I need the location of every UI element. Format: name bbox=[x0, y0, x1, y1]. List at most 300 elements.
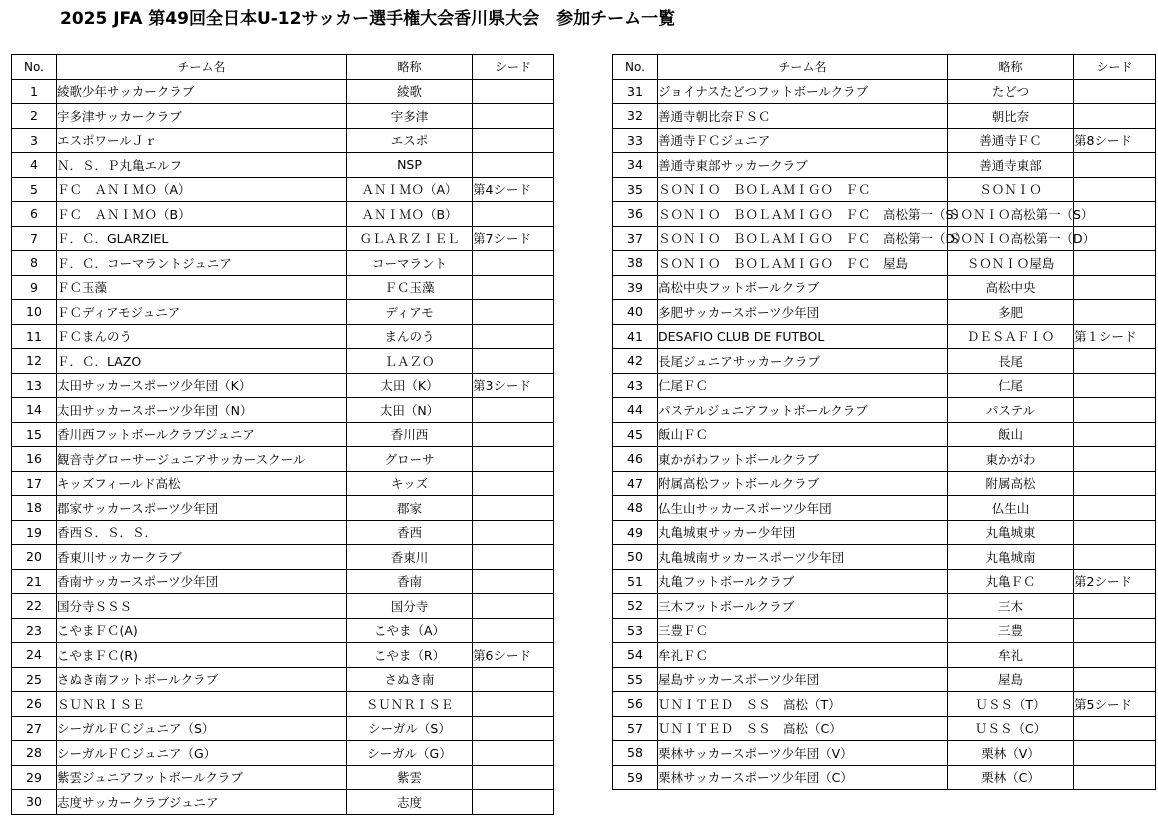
team-name: ＦＣ玉藻 bbox=[57, 275, 347, 300]
team-abbreviation: ＵＳＳ（T） bbox=[948, 692, 1074, 717]
team-seed bbox=[1074, 447, 1156, 472]
team-abbreviation: ＳＵＮＲＩＳＥ bbox=[347, 692, 473, 717]
team-abbreviation: 香南 bbox=[347, 569, 473, 594]
team-abbreviation: キッズ bbox=[347, 471, 473, 496]
team-abbreviation: 綾歌 bbox=[347, 79, 473, 104]
team-seed bbox=[473, 545, 554, 570]
team-name: 牟礼ＦＣ bbox=[658, 643, 948, 668]
team-abbreviation: 栗林（C） bbox=[948, 765, 1074, 790]
table-row bbox=[12, 324, 554, 349]
header-team-name: チーム名 bbox=[57, 55, 347, 80]
team-name: ＳＯＮＩＯ ＢＯＬＡＭＩＧＯ ＦＣ 高松第一（S） bbox=[658, 202, 948, 227]
team-number: 21 bbox=[12, 569, 57, 594]
team-seed bbox=[473, 520, 554, 545]
team-number: 54 bbox=[613, 643, 658, 668]
team-name: Ｆ．Ｃ．コーマラントジュニア bbox=[57, 251, 347, 276]
team-abbreviation: 丸亀城南 bbox=[948, 545, 1074, 570]
table-row bbox=[613, 569, 1156, 594]
team-seed bbox=[473, 471, 554, 496]
team-name: Ｆ．Ｃ．LAZO bbox=[57, 349, 347, 374]
table-row bbox=[613, 765, 1156, 790]
team-abbreviation: グローサ bbox=[347, 447, 473, 472]
team-seed: 第6シード bbox=[473, 643, 554, 668]
team-name: 太田サッカースポーツ少年団（N） bbox=[57, 398, 347, 423]
team-seed bbox=[1074, 594, 1156, 619]
table-row bbox=[12, 618, 554, 643]
team-seed bbox=[1074, 520, 1156, 545]
header-no: No. bbox=[613, 55, 658, 80]
team-name: ジョイナスたどつフットボールクラブ bbox=[658, 79, 948, 104]
team-abbreviation: 屋島 bbox=[948, 667, 1074, 692]
team-abbreviation: コーマラント bbox=[347, 251, 473, 276]
team-abbreviation: 飯山 bbox=[948, 422, 1074, 447]
header-team-name: チーム名 bbox=[658, 55, 948, 80]
team-seed bbox=[473, 79, 554, 104]
table-row bbox=[613, 692, 1156, 717]
table-row bbox=[12, 520, 554, 545]
table-row bbox=[12, 153, 554, 178]
team-abbreviation: 多肥 bbox=[948, 300, 1074, 325]
team-abbreviation: エスポ bbox=[347, 128, 473, 153]
team-seed bbox=[473, 251, 554, 276]
team-number: 6 bbox=[12, 202, 57, 227]
table-row bbox=[613, 422, 1156, 447]
team-name: 飯山ＦＣ bbox=[658, 422, 948, 447]
table-row bbox=[613, 398, 1156, 423]
team-name: ＦＣまんのう bbox=[57, 324, 347, 349]
team-seed bbox=[473, 202, 554, 227]
team-seed bbox=[1074, 398, 1156, 423]
team-name: 附属高松フットボールクラブ bbox=[658, 471, 948, 496]
table-row bbox=[12, 447, 554, 472]
team-seed: 第5シード bbox=[1074, 692, 1156, 717]
team-abbreviation: 香東川 bbox=[347, 545, 473, 570]
team-name: 善通寺ＦＣジュニア bbox=[658, 128, 948, 153]
team-name: 東かがわフットボールクラブ bbox=[658, 447, 948, 472]
team-seed bbox=[473, 496, 554, 521]
table-row bbox=[12, 790, 554, 815]
table-row bbox=[613, 741, 1156, 766]
team-abbreviation: 高松中央 bbox=[948, 275, 1074, 300]
team-seed bbox=[1074, 765, 1156, 790]
team-seed bbox=[1074, 275, 1156, 300]
table-row bbox=[613, 275, 1156, 300]
team-name: ＳＯＮＩＯ ＢＯＬＡＭＩＧＯ ＦＣ bbox=[658, 177, 948, 202]
table-row bbox=[613, 177, 1156, 202]
team-number: 38 bbox=[613, 251, 658, 276]
team-number: 29 bbox=[12, 765, 57, 790]
team-name: 志度サッカークラブジュニア bbox=[57, 790, 347, 815]
team-abbreviation: NSP bbox=[347, 153, 473, 178]
table-row bbox=[12, 422, 554, 447]
team-number: 19 bbox=[12, 520, 57, 545]
team-name: Ｆ．Ｃ．GLARZIEL bbox=[57, 226, 347, 251]
team-number: 57 bbox=[613, 716, 658, 741]
team-number: 47 bbox=[613, 471, 658, 496]
team-name: こやまＦＣ(A) bbox=[57, 618, 347, 643]
team-abbreviation: ＬＡＺＯ bbox=[347, 349, 473, 374]
table-row bbox=[12, 251, 554, 276]
team-number: 9 bbox=[12, 275, 57, 300]
team-abbreviation: 丸亀城東 bbox=[948, 520, 1074, 545]
team-name: ＳＯＮＩＯ ＢＯＬＡＭＩＧＯ ＦＣ 高松第一（D） bbox=[658, 226, 948, 251]
table-row bbox=[12, 692, 554, 717]
table-row bbox=[613, 324, 1156, 349]
team-abbreviation: ＡＮＩＭＯ（B） bbox=[347, 202, 473, 227]
table-row bbox=[12, 104, 554, 129]
team-name: DESAFIO CLUB DE FUTBOL bbox=[658, 324, 948, 349]
team-name: ＳＵＮＲＩＳＥ bbox=[57, 692, 347, 717]
team-name: ＦＣ ＡＮＩＭＯ（A） bbox=[57, 177, 347, 202]
team-seed bbox=[1074, 153, 1156, 178]
team-number: 30 bbox=[12, 790, 57, 815]
team-seed bbox=[1074, 496, 1156, 521]
team-seed bbox=[473, 618, 554, 643]
team-name: パステルジュニアフットボールクラブ bbox=[658, 398, 948, 423]
header-abbreviation: 略称 bbox=[948, 55, 1074, 80]
team-seed bbox=[1074, 349, 1156, 374]
team-number: 46 bbox=[613, 447, 658, 472]
team-number: 37 bbox=[613, 226, 658, 251]
team-seed bbox=[473, 667, 554, 692]
team-abbreviation: 太田（N） bbox=[347, 398, 473, 423]
team-name: ＵＮＩＴＥＤ ＳＳ 高松（T） bbox=[658, 692, 948, 717]
team-name: 郡家サッカースポーツ少年団 bbox=[57, 496, 347, 521]
table-row bbox=[613, 643, 1156, 668]
table-row bbox=[12, 667, 554, 692]
team-number: 58 bbox=[613, 741, 658, 766]
team-seed: 第4シード bbox=[473, 177, 554, 202]
team-seed bbox=[473, 398, 554, 423]
team-abbreviation: 太田（K） bbox=[347, 373, 473, 398]
team-number: 42 bbox=[613, 349, 658, 374]
team-name: 観音寺グローサージュニアサッカースクール bbox=[57, 447, 347, 472]
team-seed bbox=[1074, 643, 1156, 668]
table-row bbox=[12, 741, 554, 766]
team-seed bbox=[473, 569, 554, 594]
team-abbreviation: 牟礼 bbox=[948, 643, 1074, 668]
table-row bbox=[12, 300, 554, 325]
team-number: 2 bbox=[12, 104, 57, 129]
team-seed bbox=[473, 692, 554, 717]
team-seed: 第3シード bbox=[473, 373, 554, 398]
team-number: 18 bbox=[12, 496, 57, 521]
team-name: 紫雲ジュニアフットボールクラブ bbox=[57, 765, 347, 790]
table-row bbox=[12, 569, 554, 594]
header-no: No. bbox=[12, 55, 57, 80]
table-row bbox=[613, 496, 1156, 521]
team-number: 24 bbox=[12, 643, 57, 668]
team-abbreviation: ＡＮＩＭＯ（A） bbox=[347, 177, 473, 202]
team-number: 17 bbox=[12, 471, 57, 496]
team-number: 4 bbox=[12, 153, 57, 178]
team-name: 三木フットボールクラブ bbox=[658, 594, 948, 619]
team-seed bbox=[1074, 741, 1156, 766]
team-name: 三豊ＦＣ bbox=[658, 618, 948, 643]
team-name: Ｎ．Ｓ．Ｐ丸亀エルフ bbox=[57, 153, 347, 178]
team-abbreviation: 附属高松 bbox=[948, 471, 1074, 496]
team-seed bbox=[473, 349, 554, 374]
team-number: 41 bbox=[613, 324, 658, 349]
table-row bbox=[12, 643, 554, 668]
table-row bbox=[12, 177, 554, 202]
team-seed bbox=[473, 790, 554, 815]
team-name: 丸亀フットボールクラブ bbox=[658, 569, 948, 594]
table-row bbox=[12, 275, 554, 300]
team-number: 20 bbox=[12, 545, 57, 570]
team-abbreviation: 丸亀ＦＣ bbox=[948, 569, 1074, 594]
team-number: 56 bbox=[613, 692, 658, 717]
team-number: 36 bbox=[613, 202, 658, 227]
team-number: 45 bbox=[613, 422, 658, 447]
team-abbreviation: 善通寺ＦＣ bbox=[948, 128, 1074, 153]
team-number: 27 bbox=[12, 716, 57, 741]
team-abbreviation: ディアモ bbox=[347, 300, 473, 325]
team-number: 34 bbox=[613, 153, 658, 178]
team-abbreviation: 郡家 bbox=[347, 496, 473, 521]
team-number: 1 bbox=[12, 79, 57, 104]
table-row bbox=[613, 520, 1156, 545]
table-row bbox=[12, 716, 554, 741]
team-abbreviation: ＦＣ玉藻 bbox=[347, 275, 473, 300]
table-row bbox=[12, 79, 554, 104]
team-seed bbox=[1074, 471, 1156, 496]
team-seed bbox=[1074, 618, 1156, 643]
team-number: 55 bbox=[613, 667, 658, 692]
team-seed bbox=[473, 716, 554, 741]
team-abbreviation: ＵＳＳ（C） bbox=[948, 716, 1074, 741]
team-number: 53 bbox=[613, 618, 658, 643]
table-row bbox=[613, 251, 1156, 276]
team-number: 13 bbox=[12, 373, 57, 398]
header-abbreviation: 略称 bbox=[347, 55, 473, 80]
table-row bbox=[12, 202, 554, 227]
team-seed bbox=[1074, 716, 1156, 741]
team-name: 仁尾ＦＣ bbox=[658, 373, 948, 398]
team-seed: 第8シード bbox=[1074, 128, 1156, 153]
team-seed bbox=[1074, 422, 1156, 447]
team-number: 33 bbox=[613, 128, 658, 153]
table-row bbox=[12, 471, 554, 496]
team-number: 26 bbox=[12, 692, 57, 717]
team-number: 40 bbox=[613, 300, 658, 325]
team-name: ＳＯＮＩＯ ＢＯＬＡＭＩＧＯ ＦＣ 屋島 bbox=[658, 251, 948, 276]
team-name: 栗林サッカースポーツ少年団（C） bbox=[658, 765, 948, 790]
table-row bbox=[613, 202, 1156, 227]
table-row bbox=[613, 226, 1156, 251]
team-abbreviation: 栗林（V） bbox=[948, 741, 1074, 766]
table-row bbox=[12, 594, 554, 619]
table-row bbox=[12, 128, 554, 153]
team-abbreviation: ＳＯＮＩＯ bbox=[948, 177, 1074, 202]
team-abbreviation: 仏生山 bbox=[948, 496, 1074, 521]
team-number: 10 bbox=[12, 300, 57, 325]
team-seed: 第2シード bbox=[1074, 569, 1156, 594]
team-name: 栗林サッカースポーツ少年団（V） bbox=[658, 741, 948, 766]
table-row bbox=[613, 349, 1156, 374]
team-number: 7 bbox=[12, 226, 57, 251]
team-name: 綾歌少年サッカークラブ bbox=[57, 79, 347, 104]
team-name: 宇多津サッカークラブ bbox=[57, 104, 347, 129]
team-abbreviation: パステル bbox=[948, 398, 1074, 423]
team-seed bbox=[473, 422, 554, 447]
team-abbreviation: 善通寺東部 bbox=[948, 153, 1074, 178]
team-seed bbox=[473, 128, 554, 153]
team-seed bbox=[473, 594, 554, 619]
table-row bbox=[12, 496, 554, 521]
team-name: 屋島サッカースポーツ少年団 bbox=[658, 667, 948, 692]
table-row bbox=[613, 153, 1156, 178]
team-abbreviation: こやま（R） bbox=[347, 643, 473, 668]
team-number: 49 bbox=[613, 520, 658, 545]
table-row bbox=[12, 226, 554, 251]
team-number: 50 bbox=[613, 545, 658, 570]
team-seed bbox=[1074, 104, 1156, 129]
team-seed bbox=[473, 765, 554, 790]
team-table-right bbox=[612, 54, 1156, 790]
table-row bbox=[613, 618, 1156, 643]
team-name: ＦＣ ＡＮＩＭＯ（B） bbox=[57, 202, 347, 227]
team-number: 32 bbox=[613, 104, 658, 129]
team-number: 52 bbox=[613, 594, 658, 619]
table-row bbox=[12, 398, 554, 423]
team-name: ＵＮＩＴＥＤ ＳＳ 高松（C） bbox=[658, 716, 948, 741]
team-abbreviation: ＤＥＳＡＦＩＯ bbox=[948, 324, 1074, 349]
team-number: 28 bbox=[12, 741, 57, 766]
team-abbreviation: こやま（A） bbox=[347, 618, 473, 643]
team-seed bbox=[1074, 545, 1156, 570]
team-seed bbox=[473, 300, 554, 325]
team-seed bbox=[473, 275, 554, 300]
team-seed: 第１シード bbox=[1074, 324, 1156, 349]
team-name: 長尾ジュニアサッカークラブ bbox=[658, 349, 948, 374]
table-row bbox=[613, 594, 1156, 619]
table-row bbox=[613, 373, 1156, 398]
team-abbreviation: シーガル（S） bbox=[347, 716, 473, 741]
table-row bbox=[12, 765, 554, 790]
team-number: 16 bbox=[12, 447, 57, 472]
header-seed: シード bbox=[473, 55, 554, 80]
team-number: 3 bbox=[12, 128, 57, 153]
team-seed: 第7シード bbox=[473, 226, 554, 251]
team-name: 香東川サッカークラブ bbox=[57, 545, 347, 570]
team-seed bbox=[1074, 251, 1156, 276]
team-seed bbox=[473, 741, 554, 766]
table-row bbox=[613, 545, 1156, 570]
team-abbreviation: 三木 bbox=[948, 594, 1074, 619]
team-abbreviation: たどつ bbox=[948, 79, 1074, 104]
team-number: 22 bbox=[12, 594, 57, 619]
team-number: 23 bbox=[12, 618, 57, 643]
team-name: 善通寺東部サッカークラブ bbox=[658, 153, 948, 178]
team-number: 14 bbox=[12, 398, 57, 423]
team-abbreviation: ＳＯＮＩＯ高松第一（S） bbox=[948, 202, 1074, 227]
team-number: 59 bbox=[613, 765, 658, 790]
team-name: 善通寺朝比奈ＦＳＣ bbox=[658, 104, 948, 129]
team-name: 仏生山サッカースポーツ少年団 bbox=[658, 496, 948, 521]
team-name: シーガルＦＣジュニア（S） bbox=[57, 716, 347, 741]
team-number: 12 bbox=[12, 349, 57, 374]
table-row bbox=[613, 716, 1156, 741]
team-number: 48 bbox=[613, 496, 658, 521]
header-seed: シード bbox=[1074, 55, 1156, 80]
team-name: 丸亀城東サッカー少年団 bbox=[658, 520, 948, 545]
team-abbreviation: ＳＯＮＩＯ高松第一（D） bbox=[948, 226, 1074, 251]
team-seed bbox=[473, 153, 554, 178]
team-number: 5 bbox=[12, 177, 57, 202]
team-abbreviation: 朝比奈 bbox=[948, 104, 1074, 129]
table-row bbox=[613, 447, 1156, 472]
team-abbreviation: ＳＯＮＩＯ屋島 bbox=[948, 251, 1074, 276]
table-row bbox=[613, 300, 1156, 325]
table-row bbox=[613, 104, 1156, 129]
team-name: さぬき南フットボールクラブ bbox=[57, 667, 347, 692]
team-name: シーガルＦＣジュニア（G） bbox=[57, 741, 347, 766]
team-abbreviation: 宇多津 bbox=[347, 104, 473, 129]
team-table-left bbox=[11, 54, 554, 815]
team-abbreviation: 仁尾 bbox=[948, 373, 1074, 398]
team-name: キッズフィールド高松 bbox=[57, 471, 347, 496]
team-seed bbox=[1074, 373, 1156, 398]
team-number: 43 bbox=[613, 373, 658, 398]
table-row bbox=[12, 373, 554, 398]
team-name: 太田サッカースポーツ少年団（K） bbox=[57, 373, 347, 398]
team-name: こやまＦＣ(R) bbox=[57, 643, 347, 668]
team-name: 高松中央フットボールクラブ bbox=[658, 275, 948, 300]
team-seed bbox=[473, 447, 554, 472]
table-row bbox=[613, 471, 1156, 496]
team-seed bbox=[1074, 177, 1156, 202]
team-abbreviation: シーガル（G） bbox=[347, 741, 473, 766]
table-header-row bbox=[12, 55, 554, 80]
team-name: 国分寺ＳＳＳ bbox=[57, 594, 347, 619]
team-number: 39 bbox=[613, 275, 658, 300]
team-name: 香川西フットボールクラブジュニア bbox=[57, 422, 347, 447]
table-row bbox=[12, 545, 554, 570]
team-abbreviation: 三豊 bbox=[948, 618, 1074, 643]
team-name: ＦＣディアモジュニア bbox=[57, 300, 347, 325]
team-abbreviation: 香西 bbox=[347, 520, 473, 545]
team-number: 31 bbox=[613, 79, 658, 104]
table-row bbox=[613, 667, 1156, 692]
table-row bbox=[12, 349, 554, 374]
team-name: 香南サッカースポーツ少年団 bbox=[57, 569, 347, 594]
team-number: 35 bbox=[613, 177, 658, 202]
team-number: 51 bbox=[613, 569, 658, 594]
team-number: 8 bbox=[12, 251, 57, 276]
team-abbreviation: 東かがわ bbox=[948, 447, 1074, 472]
team-seed bbox=[1074, 300, 1156, 325]
team-seed bbox=[1074, 79, 1156, 104]
team-abbreviation: さぬき南 bbox=[347, 667, 473, 692]
team-abbreviation: 紫雲 bbox=[347, 765, 473, 790]
team-number: 25 bbox=[12, 667, 57, 692]
team-abbreviation: ＧＬＡＲＺＩＥＬ bbox=[347, 226, 473, 251]
team-seed bbox=[473, 324, 554, 349]
team-seed bbox=[1074, 667, 1156, 692]
team-abbreviation: まんのう bbox=[347, 324, 473, 349]
team-number: 15 bbox=[12, 422, 57, 447]
team-abbreviation: 長尾 bbox=[948, 349, 1074, 374]
table-row bbox=[613, 79, 1156, 104]
table-header-row bbox=[613, 55, 1156, 80]
team-number: 44 bbox=[613, 398, 658, 423]
team-number: 11 bbox=[12, 324, 57, 349]
team-name: 多肥サッカースポーツ少年団 bbox=[658, 300, 948, 325]
team-abbreviation: 志度 bbox=[347, 790, 473, 815]
team-name: 香西Ｓ．Ｓ．Ｓ． bbox=[57, 520, 347, 545]
team-abbreviation: 香川西 bbox=[347, 422, 473, 447]
